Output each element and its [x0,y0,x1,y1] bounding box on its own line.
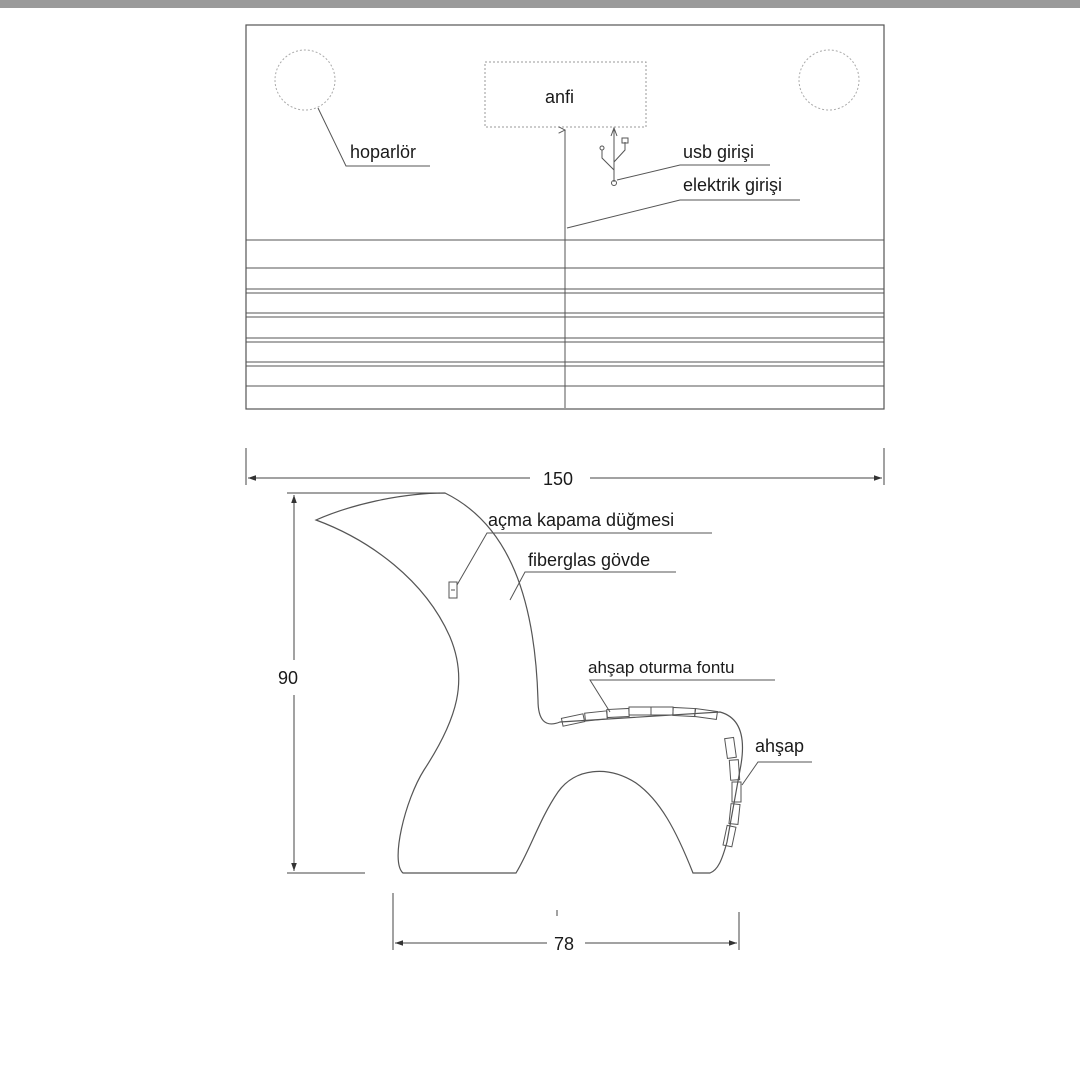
power-label: elektrik girişi [683,175,783,195]
height-dimension [287,493,440,873]
speaker-left [275,50,335,110]
switch-label: açma kapama düğmesi [488,510,675,530]
wood-label: ahşap [755,736,805,756]
usb-icon [600,128,628,186]
seat-label: ahşap oturma fontu [588,658,735,677]
width-value: 150 [543,469,574,489]
wood-leader [742,762,812,785]
body-leader [510,572,676,600]
back-wood-blocks [723,737,741,846]
depth-value: 78 [554,934,575,954]
speaker-right [799,50,859,110]
front-view [246,25,884,409]
body-label: fiberglas gövde [528,550,651,570]
amplifier-label: anfi [545,87,575,107]
power-leader [567,200,800,228]
usb-label: usb girişi [683,142,755,162]
speaker-label: hoparlör [350,142,417,162]
seat-leader [590,680,775,712]
height-value: 90 [278,668,299,688]
